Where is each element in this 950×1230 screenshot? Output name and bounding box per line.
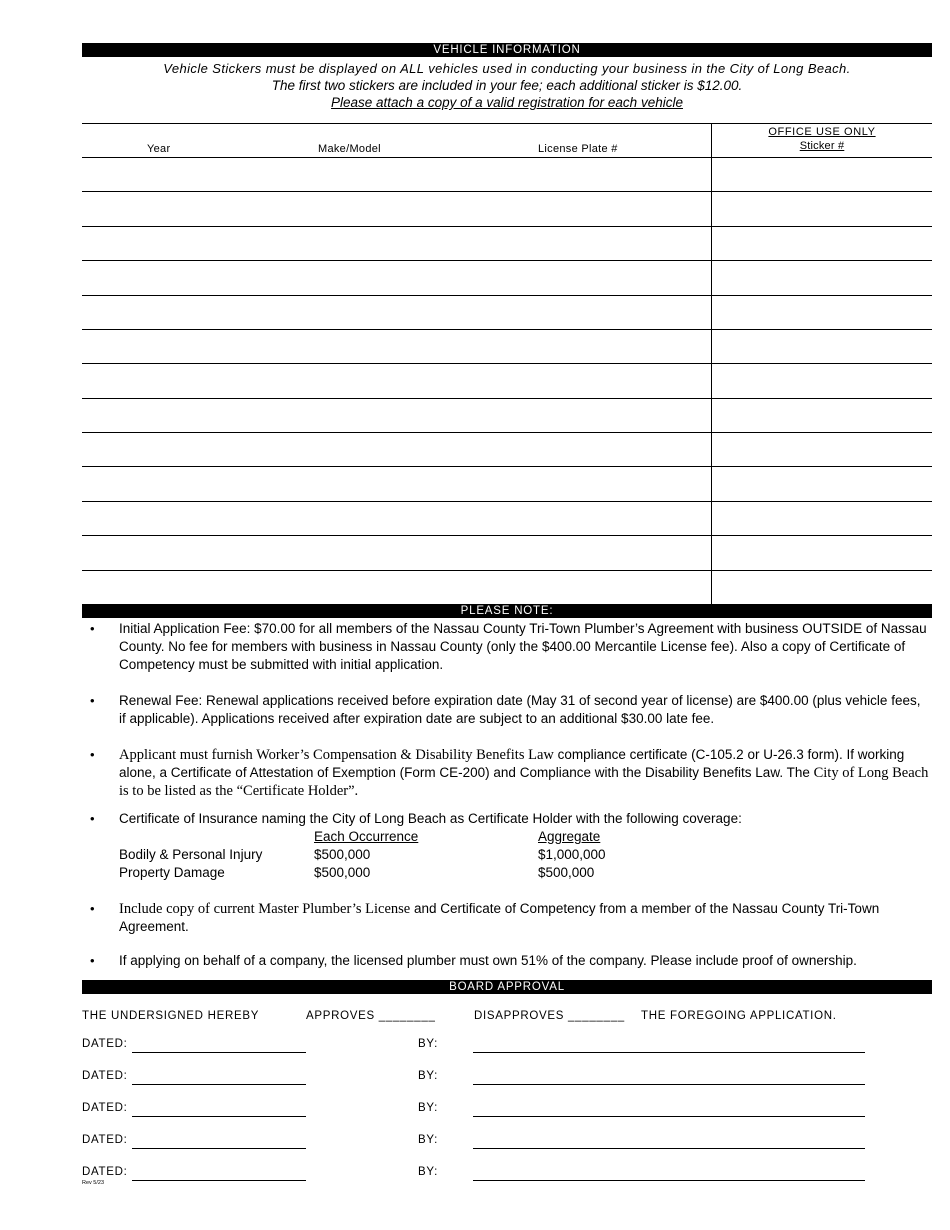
table-top-rule [82,123,932,124]
vehicle-table [82,123,932,604]
sticker-cell[interactable] [712,399,932,432]
license-text-b: and Certificate of Competency from a member of the Nassau County Tri-Town Agreement. [119,901,880,934]
sticker-cell[interactable] [712,296,932,329]
sticker-display-note: Vehicle Stickers must be displayed on ALL vehicles used in conducting your business in the City of Long Beach. [163,61,851,76]
sticker-cell[interactable] [712,433,932,466]
note-license [90,900,930,936]
board-approval-header: BOARD APPROVAL [82,980,932,994]
dated-label: DATED: [82,1038,128,1050]
revision-label: Rev 5/23 [82,1180,105,1186]
sticker-fee-note: The first two stickers are included in your fee; each additional sticker is $12.00. [271,78,743,93]
table-row[interactable] [82,158,711,191]
coverage-property-aggregate: $500,000 [538,865,595,880]
note-initial-fee [90,620,930,674]
coverage-col-each: Each Occurrence [314,829,419,844]
sticker-cell[interactable] [712,467,932,500]
signature-row [82,1102,882,1122]
bullet: • [90,811,95,826]
table-row[interactable] [82,192,711,225]
office-use-header [712,125,932,153]
notes-list [90,620,930,970]
by-field[interactable] [473,1116,865,1117]
table-row[interactable] [82,571,711,604]
license-text-a: Include copy of current Master Plumber’s License [119,901,411,917]
dated-label: DATED: [82,1166,128,1178]
approves-field[interactable]: APPROVES ________ [306,1010,436,1022]
workers-comp-text-c: City of Long Beach is to be listed as the “Certificate Holder”. [119,765,929,799]
registration-note: Please attach a copy of a valid registration for each vehicle [331,95,683,110]
by-label: BY: [418,1038,439,1050]
workers-comp-text-b: compliance certificate (C-105.2 or U-26.3 form). If working alone, a Certificate of Attestation of Exemption (Form CE-200) and Compliance with the Disability Benefits Law. The [119,747,905,780]
by-label: BY: [418,1134,439,1146]
by-label: BY: [418,1070,439,1082]
bullet: • [90,621,95,636]
table-row[interactable] [82,502,711,535]
note-ownership [90,952,930,970]
by-field[interactable] [473,1180,865,1181]
signature-row [82,1166,882,1186]
sticker-cell[interactable] [712,261,932,294]
by-field[interactable] [473,1052,865,1053]
coverage-table [119,828,930,882]
sticker-cell[interactable] [712,192,932,225]
table-row[interactable] [82,364,711,397]
note-renewal-fee [90,692,930,728]
vehicle-instructions [82,60,932,111]
table-row[interactable] [82,227,711,260]
note-workers-comp [90,746,930,800]
disapproves-field[interactable]: DISAPPROVES ________ [474,1010,625,1022]
coverage-bodily-label: Bodily & Personal Injury [119,847,263,862]
bullet: • [90,901,95,916]
coverage-col-aggregate: Aggregate [538,829,601,844]
please-note-header: PLEASE NOTE: [82,604,932,618]
sticker-cell[interactable] [712,536,932,569]
column-license-plate: License Plate # [538,143,618,155]
table-row[interactable] [82,433,711,466]
column-make-model: Make/Model [318,143,381,155]
column-year: Year [147,143,171,155]
initial-fee-text: Initial Application Fee: $70.00 for all members of the Nassau County Tri-Town Plumber’s Agreement with business OUTSIDE of Nassau County. No fee for members with business in Nassau County (only the $400.00 Mercantile License fee). Also a copy of Certificate of Competency must be submitted with initial application. [119,621,927,672]
by-label: BY: [418,1166,439,1178]
coverage-bodily-each: $500,000 [314,847,371,862]
table-row[interactable] [82,330,711,363]
table-row[interactable] [82,467,711,500]
table-row[interactable] [82,261,711,294]
office-use-label: OFFICE USE ONLY [768,126,876,138]
dated-field[interactable] [132,1180,306,1181]
sticker-cell[interactable] [712,571,932,604]
dated-label: DATED: [82,1070,128,1082]
sticker-number-label: Sticker # [799,140,845,152]
sticker-cell[interactable] [712,227,932,260]
workers-comp-text-a: Applicant must furnish Worker’s Compensation & Disability Benefits Law [119,747,554,763]
renewal-fee-text: Renewal Fee: Renewal applications received before expiration date (May 31 of second year of license) are $400.00 (plus vehicle fees, if applicable). Applications received after expiration date are subject to an additional $30.00 late fee. [119,693,921,726]
vehicle-info-header: VEHICLE INFORMATION [82,43,932,57]
sticker-cell[interactable] [712,502,932,535]
dated-field[interactable] [132,1148,306,1149]
table-row[interactable] [82,536,711,569]
signature-row [82,1038,882,1058]
bullet: • [90,747,95,762]
dated-label: DATED: [82,1134,128,1146]
table-row[interactable] [82,296,711,329]
coverage-property-label: Property Damage [119,865,225,880]
coverage-property-each: $500,000 [314,865,371,880]
ownership-text: If applying on behalf of a company, the licensed plumber must own 51% of the company. Please include proof of ownership. [119,953,857,968]
sticker-cell[interactable] [712,364,932,397]
table-row[interactable] [82,399,711,432]
dated-label: DATED: [82,1102,128,1114]
by-field[interactable] [473,1084,865,1085]
bullet: • [90,693,95,708]
insurance-intro-text: Certificate of Insurance naming the City of Long Beach as Certificate Holder with the following coverage: [119,811,742,826]
dated-field[interactable] [132,1084,306,1085]
dated-field[interactable] [132,1052,306,1053]
dated-field[interactable] [132,1116,306,1117]
note-insurance [90,810,930,882]
by-field[interactable] [473,1148,865,1149]
undersigned-label: THE UNDERSIGNED HEREBY [82,1010,260,1022]
signature-row [82,1134,882,1154]
foregoing-label: THE FOREGOING APPLICATION. [641,1010,837,1022]
bullet: • [90,953,95,968]
coverage-bodily-aggregate: $1,000,000 [538,847,606,862]
sticker-cell[interactable] [712,330,932,363]
sticker-cell[interactable] [712,158,932,191]
signature-row [82,1070,882,1090]
by-label: BY: [418,1102,439,1114]
